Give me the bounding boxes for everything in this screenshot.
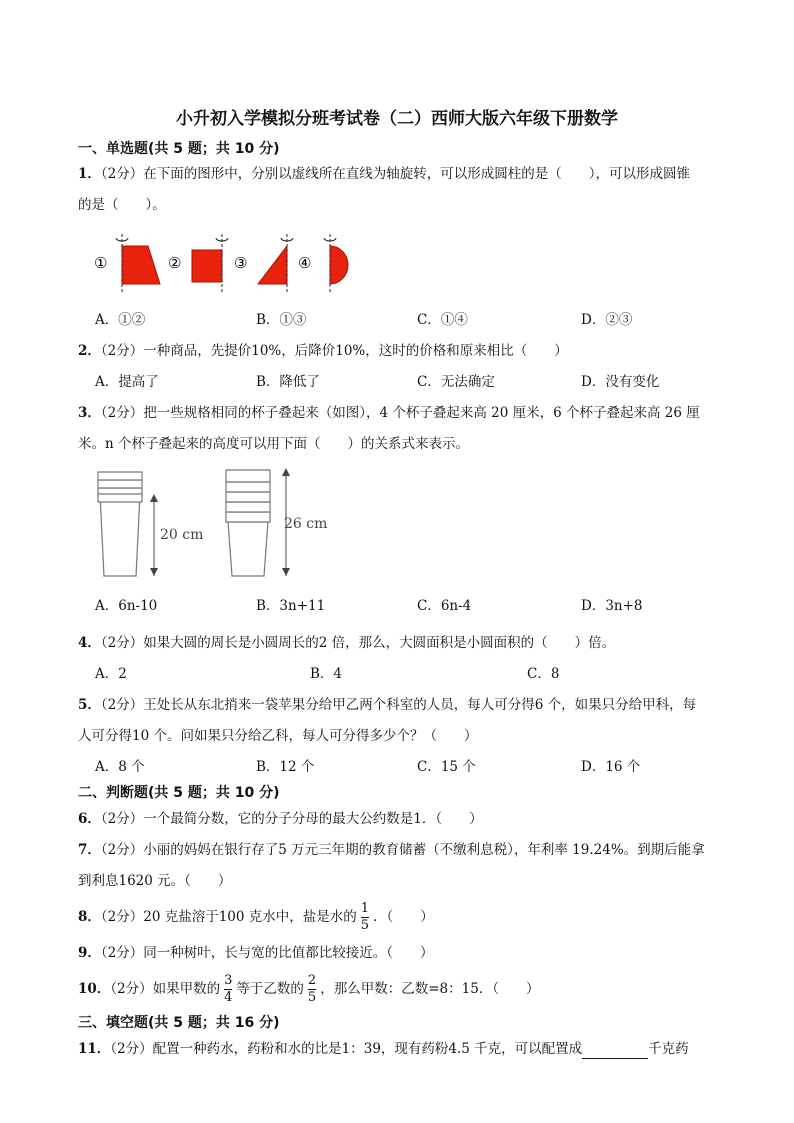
- q4-option-a[interactable]: A．2: [95, 666, 127, 682]
- question-text: （2分）王处长从东北捎来一袋苹果分给甲乙两个科室的人员，每人可分得6 个，如果只分给甲科，每: [100, 697, 697, 713]
- q1-option-d[interactable]: D．②③: [581, 312, 633, 328]
- question-text: （2分）20 克盐溶于100 克水中，盐是水的: [100, 909, 357, 925]
- arrow-head-icon: [150, 494, 158, 502]
- question-7-stem: [78, 840, 705, 860]
- section-heading-single-choice: 一、单选题(共 5 题；共 10 分): [78, 141, 280, 157]
- question-1-figure: [90, 228, 370, 296]
- fraction-numerator: 1: [360, 901, 370, 916]
- question-number: 3．: [78, 405, 101, 421]
- arrow-head-icon: [150, 568, 158, 576]
- section-heading-true-false: 二、判断题(共 5 题；共 10 分): [78, 785, 280, 801]
- height-label-26cm: 26 cm: [284, 516, 328, 532]
- question-text: （2分）把一些规格相同的杯子叠起来（如图），4 个杯子叠起来高 20 厘米，6 个杯子叠起来高 26 厘: [100, 405, 700, 421]
- q5-option-a[interactable]: A．8 个: [95, 759, 145, 775]
- question-9-stem: [78, 943, 434, 963]
- question-3-stem: [78, 403, 700, 423]
- question-number: 8．: [78, 909, 101, 925]
- q2-option-c[interactable]: C．无法确定: [417, 374, 495, 390]
- question-7-stem-cont: 到利息1620 元。（ ）: [78, 873, 232, 889]
- figure-label-4: ④: [298, 254, 312, 272]
- page-title: 小升初入学模拟分班考试卷（二）西师大版六年级下册数学: [176, 109, 618, 129]
- fraction-numerator: 2: [307, 973, 317, 988]
- fraction-one-fifth: [361, 901, 369, 934]
- q3-option-a[interactable]: A．6n-10: [95, 598, 158, 614]
- rectangle-shape: [192, 250, 222, 282]
- figure-label-1: ①: [94, 254, 108, 272]
- arrow-head-icon: [282, 468, 290, 476]
- question-number: 6．: [78, 811, 101, 827]
- question-text: （2分）一个最简分数，它的分子分母的最大公约数是1．（ ）: [100, 811, 483, 827]
- question-3-stem-cont: 米。n 个杯子叠起来的高度可以用下面（ ）的关系式来表示。: [78, 436, 469, 452]
- question-10-stem: [78, 972, 540, 1006]
- question-3-figure: [92, 464, 352, 582]
- q1-option-a[interactable]: A．①②: [95, 312, 146, 328]
- question-text: （2分）小丽的妈妈在银行存了5 万元三年期的教育储蓄（不缴利息税），年利率 19.24%。到期后能拿: [100, 842, 705, 858]
- q5-option-b[interactable]: B．12 个: [256, 759, 315, 775]
- question-text: （2分）如果大圆的周长是小圆周长的2 倍，那么，大圆面积是小圆面积的（ ）倍。: [100, 635, 616, 651]
- question-number: 10．: [78, 981, 111, 997]
- answer-blank[interactable]: [582, 1044, 648, 1059]
- fraction-denominator: 4: [224, 990, 233, 1005]
- q2-option-b[interactable]: B．降低了: [256, 374, 320, 390]
- q3-option-c[interactable]: C．6n-4: [417, 598, 472, 614]
- fraction-two-fifths: [308, 973, 316, 1006]
- figure-label-3: ③: [234, 254, 248, 272]
- cup-stack-4: [98, 472, 142, 576]
- question-number: 11．: [78, 1041, 111, 1057]
- semicircle-shape: [330, 246, 348, 284]
- question-number: 9．: [78, 945, 101, 961]
- question-11-stem: [78, 1039, 689, 1059]
- question-text-mid: 等于乙数的: [236, 981, 304, 997]
- question-text: （2分）在下面的图形中，分别以虚线所在直线为轴旋转，可以形成圆柱的是（ ），可以形成圆锥: [100, 166, 690, 182]
- fraction-numerator: 3: [224, 973, 233, 988]
- question-1-stem: [78, 164, 690, 184]
- question-number: 4．: [78, 635, 101, 651]
- question-1-stem-cont: 的是（ ）。: [78, 197, 166, 213]
- question-8-stem: [78, 900, 434, 934]
- triangle-shape: [258, 246, 287, 284]
- fraction-denominator: 5: [307, 990, 317, 1005]
- q2-option-d[interactable]: D．没有变化: [581, 374, 660, 390]
- cup-stack-6: [226, 470, 270, 576]
- figure-label-2: ②: [168, 254, 182, 272]
- q1-option-c[interactable]: C．①④: [417, 312, 468, 328]
- fraction-denominator: 5: [360, 918, 370, 933]
- question-5-stem: [78, 695, 696, 715]
- question-2-stem: [78, 341, 568, 361]
- question-4-stem: [78, 633, 615, 653]
- trapezoid-shape: [122, 246, 160, 284]
- q4-option-c[interactable]: C．8: [527, 666, 560, 682]
- q5-option-d[interactable]: D．16 个: [581, 759, 641, 775]
- question-text-end: ，那么甲数：乙数=8：15．（ ）: [320, 981, 540, 997]
- question-text: （2分）同一种树叶，长与宽的比值都比较接近。（ ）: [100, 945, 434, 961]
- q5-option-c[interactable]: C．15 个: [417, 759, 476, 775]
- question-text: （2分）配置一种药水，药粉和水的比是1：39，现有药粉4.5 千克，可以配置成: [110, 1041, 583, 1057]
- q2-option-a[interactable]: A．提高了: [95, 374, 159, 390]
- fraction-three-fourths: [224, 973, 232, 1006]
- question-number: 1．: [78, 166, 101, 182]
- question-number: 5．: [78, 697, 101, 713]
- q3-option-d[interactable]: D．3n+8: [581, 598, 643, 614]
- q4-option-b[interactable]: B．4: [310, 666, 343, 682]
- question-6-stem: [78, 809, 483, 829]
- q3-option-b[interactable]: B．3n+11: [256, 598, 326, 614]
- question-text-end: 千克药: [648, 1041, 689, 1057]
- section-heading-fill-blank: 三、填空题(共 5 题；共 16 分): [78, 1015, 280, 1031]
- question-number: 7．: [78, 842, 101, 858]
- question-text: （2分）一种商品，先提价10%，后降价10%，这时的价格和原来相比（ ）: [100, 343, 568, 359]
- q1-option-b[interactable]: B．①③: [256, 312, 307, 328]
- question-text-end: ．（ ）: [373, 909, 434, 925]
- question-number: 2．: [78, 343, 101, 359]
- question-text: （2分）如果甲数的: [110, 981, 221, 997]
- question-5-stem-cont: 人可分得10 个。问如果只分给乙科，每人可分得多少个？（ ）: [78, 728, 478, 744]
- height-label-20cm: 20 cm: [160, 527, 204, 543]
- arrow-head-icon: [282, 568, 290, 576]
